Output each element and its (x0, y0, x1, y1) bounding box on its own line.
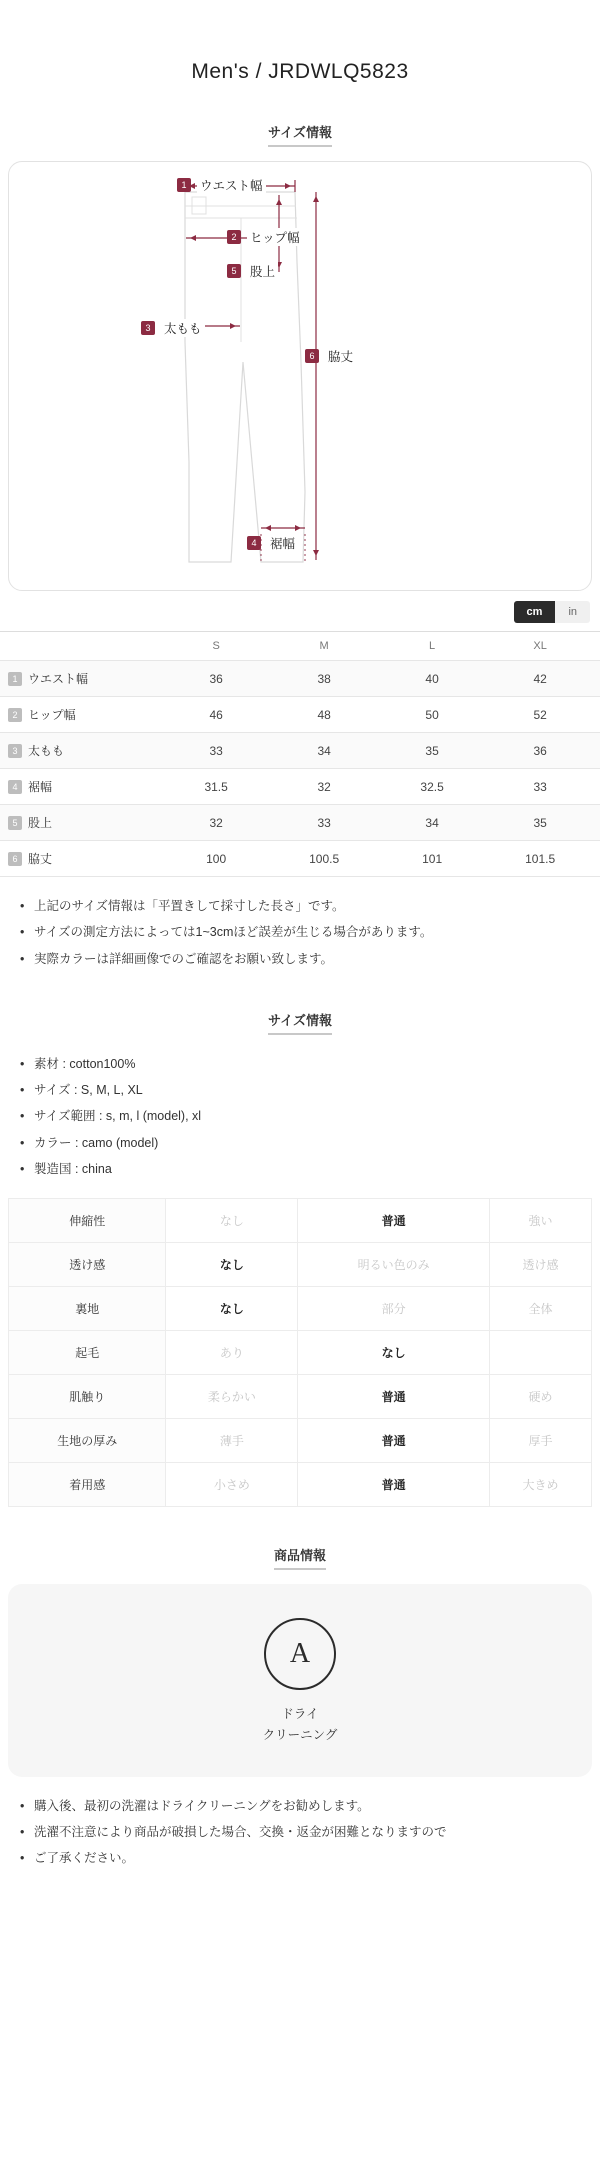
list-item: • サイズの測定方法によっては1~3cmほど誤差が生じる場合があります。 (34, 919, 582, 945)
row-num-6: 6 (8, 852, 22, 866)
section-heading-label: サイズ情報 (268, 122, 332, 147)
attr-option[interactable]: 強い (489, 1199, 591, 1243)
care-notes-list (0, 1793, 600, 1872)
list-item: • 製造国 : china (34, 1156, 582, 1182)
cell-1-l: 40 (384, 661, 480, 697)
row-num-5: 5 (8, 816, 22, 830)
size-row-label-6 (0, 841, 168, 877)
size-col-l: L (384, 632, 480, 661)
attr-option[interactable]: 大きめ (489, 1463, 591, 1507)
table-row (9, 1331, 592, 1375)
row-label-4: 裾幅 (28, 780, 53, 794)
cell-2-m: 48 (264, 697, 384, 733)
unit-in-button[interactable]: in (555, 601, 590, 623)
table-row (9, 1419, 592, 1463)
cell-3-m: 34 (264, 733, 384, 769)
table-row (9, 1463, 592, 1507)
row-label-3: 太もも (28, 744, 65, 758)
cell-1-xl: 42 (480, 661, 600, 697)
attr-option[interactable]: 明るい色のみ (298, 1243, 490, 1287)
row-num-1: 1 (8, 672, 22, 686)
diagram-label-4 (247, 534, 298, 552)
table-row (9, 1243, 592, 1287)
size-table-header-row (0, 632, 600, 661)
cell-6-xl: 101.5 (480, 841, 600, 877)
cell-6-m: 100.5 (264, 841, 384, 877)
list-item-continuation (34, 1845, 582, 1871)
size-table (0, 631, 600, 877)
cell-2-xl: 52 (480, 697, 600, 733)
dry-clean-icon: A (264, 1618, 336, 1690)
diagram-label-6 (305, 347, 356, 365)
section-heading-label-2: サイズ情報 (268, 1010, 332, 1035)
attr-label-thickness: 生地の厚み (9, 1419, 166, 1463)
size-row-label-1 (0, 661, 168, 697)
attr-option-selected[interactable]: なし (298, 1331, 490, 1375)
row-label-2: ヒップ幅 (28, 708, 76, 722)
attributes-table (8, 1198, 592, 1507)
diagram-label-2 (227, 228, 303, 246)
cell-5-s: 32 (168, 805, 264, 841)
cell-5-m: 33 (264, 805, 384, 841)
size-row-label-3 (0, 733, 168, 769)
table-row (0, 805, 600, 841)
row-label-6: 脇丈 (28, 852, 53, 866)
cell-4-m: 32 (264, 769, 384, 805)
care-label-line1: ドライ (281, 1707, 319, 1721)
unit-toggle[interactable] (514, 601, 590, 623)
table-row (0, 769, 600, 805)
section-heading-label-3: 商品情報 (274, 1545, 326, 1570)
attr-label-fuzz: 起毛 (9, 1331, 166, 1375)
diagram-label-3-text: 太もも (161, 319, 205, 337)
table-row (0, 697, 600, 733)
row-label-1: ウエスト幅 (28, 672, 89, 686)
attr-label-touch: 肌触り (9, 1375, 166, 1419)
section-heading-size-info (0, 122, 600, 147)
size-row-label-5 (0, 805, 168, 841)
attr-option[interactable]: 硬め (489, 1375, 591, 1419)
cell-3-l: 35 (384, 733, 480, 769)
page-title: Men's / JRDWLQ5823 (191, 60, 409, 83)
table-row (9, 1199, 592, 1243)
attr-option[interactable]: 厚手 (489, 1419, 591, 1463)
cell-3-xl: 36 (480, 733, 600, 769)
attr-option-selected[interactable]: 普通 (298, 1375, 490, 1419)
table-row (0, 733, 600, 769)
size-diagram (8, 161, 592, 591)
diagram-label-6-text: 脇丈 (325, 347, 356, 365)
diagram-label-5-text: 股上 (247, 262, 278, 280)
attr-label-sheerness: 透け感 (9, 1243, 166, 1287)
attr-option-selected[interactable]: なし (166, 1287, 298, 1331)
attr-option[interactable]: 薄手 (166, 1419, 298, 1463)
care-instruction-box (8, 1584, 592, 1777)
care-label (8, 1704, 592, 1747)
unit-cm-button[interactable]: cm (514, 601, 556, 623)
cell-2-s: 46 (168, 697, 264, 733)
size-col-xl: XL (480, 632, 600, 661)
attr-option-selected[interactable]: なし (166, 1243, 298, 1287)
pants-diagram-svg (9, 162, 592, 590)
table-row (9, 1287, 592, 1331)
attr-option[interactable]: あり (166, 1331, 298, 1375)
cell-1-s: 36 (168, 661, 264, 697)
list-item: • 購入後、最初の洗濯はドライクリーニングをお勧めします。 (34, 1793, 582, 1819)
diagram-label-3 (141, 319, 205, 337)
size-col-m: M (264, 632, 384, 661)
attr-option[interactable]: 部分 (298, 1287, 490, 1331)
attr-option[interactable]: なし (166, 1199, 298, 1243)
care-note-continuation-text: ご了承ください。 (34, 1851, 135, 1865)
section-heading-product-info (0, 1545, 600, 1570)
diagram-label-4-num: 4 (247, 536, 261, 550)
diagram-label-2-text: ヒップ幅 (247, 228, 303, 246)
diagram-label-4-text: 裾幅 (267, 534, 298, 552)
list-item: • サイズ範囲 : s, m, l (model), xl (34, 1103, 582, 1129)
attr-label-stretch: 伸縮性 (9, 1199, 166, 1243)
attr-option-selected[interactable]: 普通 (298, 1419, 490, 1463)
cell-4-xl: 33 (480, 769, 600, 805)
list-item: • 実際カラーは詳細画像でのご確認をお願い致します。 (34, 946, 582, 972)
diagram-label-1-text: ウエスト幅 (197, 176, 266, 194)
size-notes-list (0, 893, 600, 972)
section-heading-size-info-2 (0, 1010, 600, 1035)
attr-option[interactable]: 全体 (489, 1287, 591, 1331)
list-item: • カラー : camo (model) (34, 1130, 582, 1156)
list-item: • 洗濯不注意により商品が破損した場合、交換・返金が困難となりますので (34, 1819, 582, 1845)
cell-1-m: 38 (264, 661, 384, 697)
list-item: • サイズ : S, M, L, XL (34, 1077, 582, 1103)
cell-6-l: 101 (384, 841, 480, 877)
table-row (0, 661, 600, 697)
list-item: • 上記のサイズ情報は「平置きして採寸した長さ」です。 (34, 893, 582, 919)
diagram-label-1-num: 1 (177, 178, 191, 192)
cell-5-l: 34 (384, 805, 480, 841)
cell-4-l: 32.5 (384, 769, 480, 805)
list-item: • 素材 : cotton100% (34, 1051, 582, 1077)
attr-option-empty (489, 1331, 591, 1375)
size-col-s: S (168, 632, 264, 661)
attr-label-lining: 裏地 (9, 1287, 166, 1331)
attr-option[interactable]: 柔らかい (166, 1375, 298, 1419)
cell-5-xl: 35 (480, 805, 600, 841)
row-num-3: 3 (8, 744, 22, 758)
diagram-label-2-num: 2 (227, 230, 241, 244)
table-row (0, 841, 600, 877)
attr-label-fit: 着用感 (9, 1463, 166, 1507)
attr-option-selected[interactable]: 普通 (298, 1463, 490, 1507)
diagram-label-5-num: 5 (227, 264, 241, 278)
size-col-blank (0, 632, 168, 661)
row-num-2: 2 (8, 708, 22, 722)
diagram-label-5 (227, 262, 278, 280)
spec-notes-list (0, 1051, 600, 1182)
cell-3-s: 33 (168, 733, 264, 769)
attr-option[interactable]: 透け感 (489, 1243, 591, 1287)
row-label-5: 股上 (28, 816, 53, 830)
cell-2-l: 50 (384, 697, 480, 733)
table-row (9, 1375, 592, 1419)
size-row-label-2 (0, 697, 168, 733)
diagram-label-1 (177, 176, 266, 194)
diagram-label-3-num: 3 (141, 321, 155, 335)
attr-option[interactable]: 小さめ (166, 1463, 298, 1507)
diagram-label-6-num: 6 (305, 349, 319, 363)
unit-toggle-row (0, 591, 600, 631)
cell-4-s: 31.5 (168, 769, 264, 805)
size-row-label-4 (0, 769, 168, 805)
cell-6-s: 100 (168, 841, 264, 877)
row-num-4: 4 (8, 780, 22, 794)
care-label-line2: クリーニング (262, 1728, 338, 1743)
attr-option-selected[interactable]: 普通 (298, 1199, 490, 1243)
